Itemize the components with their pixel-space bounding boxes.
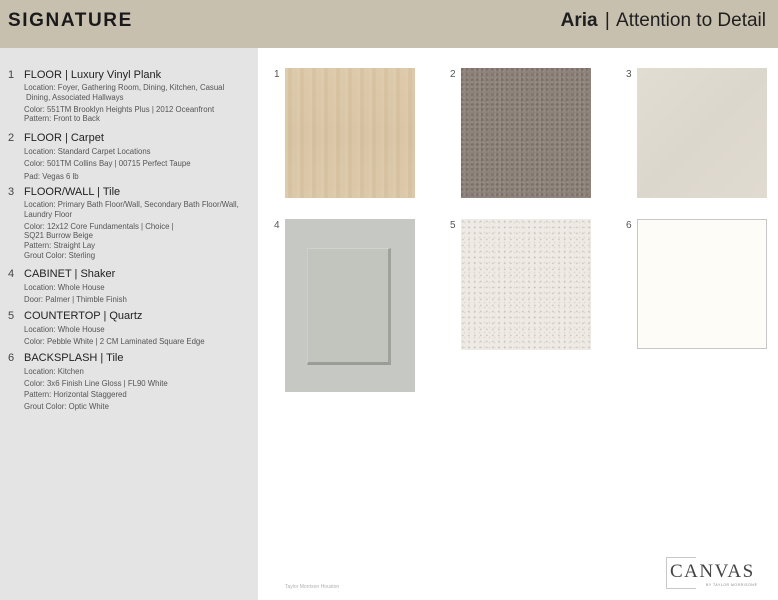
logo-subtitle: BY TAYLOR MORRISON®: [706, 583, 758, 587]
item-number: 6: [8, 352, 15, 364]
header-band: [0, 0, 778, 48]
detail-line: Location: Whole House: [24, 325, 105, 334]
swatch-number: 1: [274, 69, 280, 80]
detail-line: Door: Palmer | Thimble Finish: [24, 294, 127, 304]
swatch-floor-wall-tile: [637, 68, 767, 198]
swatch-number: 6: [626, 220, 632, 231]
swatch-number: 5: [450, 220, 456, 231]
item-title: COUNTERTOP | Quartz: [24, 310, 143, 322]
item-number: 3: [8, 186, 15, 198]
detail-line: Grout Color: Optic White: [24, 401, 109, 411]
item-number: 2: [8, 132, 15, 144]
detail-line: Color: 3x6 Finish Line Gloss | FL90 White: [24, 378, 168, 388]
item-title: BACKSPLASH | Tile: [24, 352, 124, 364]
detail-line: Pad: Vegas 6 lb: [24, 171, 79, 181]
item-number: 1: [8, 69, 15, 81]
detail-line: Location: Whole House: [24, 283, 105, 292]
item-title: FLOOR | Luxury Vinyl Plank: [24, 69, 162, 81]
logo-wordmark: CANVAS: [670, 561, 755, 582]
item-number: 5: [8, 310, 15, 322]
title-separator: |: [604, 10, 610, 31]
item-details: [24, 366, 254, 412]
plan-subtitle: Attention to Detail: [616, 10, 766, 31]
footer-note: Taylor Morrison Houston: [285, 584, 340, 590]
detail-line: Color: Pebble White | 2 CM Laminated Square Edge: [24, 336, 205, 346]
cabinet-raised-panel: [307, 248, 391, 365]
item-number: 4: [8, 268, 15, 280]
swatch-luxury-vinyl-plank: [285, 68, 415, 198]
detail-line: Color: 12x12 Core Fundamentals | Choice |: [24, 221, 174, 231]
detail-line: Pattern: Front to Back: [24, 114, 100, 124]
detail-line: Location: Standard Carpet Locations: [24, 147, 151, 156]
swatch-number: 2: [450, 69, 456, 80]
item-details: [24, 200, 254, 261]
brand-title: SIGNATURE: [8, 10, 133, 31]
detail-line: SQ21 Burrow Beige: [24, 231, 93, 241]
plan-name: Aria: [560, 10, 598, 31]
detail-line: Laundry Floor: [24, 209, 73, 219]
selections-sidebar: [0, 48, 258, 600]
swatch-number: 4: [274, 220, 280, 231]
swatch-number: 3: [626, 69, 632, 80]
swatch-cabinet-door: [285, 219, 415, 392]
item-details: [24, 146, 254, 183]
item-title: FLOOR | Carpet: [24, 132, 104, 144]
detail-line: Dining, Associated Hallways: [26, 92, 124, 102]
swatch-carpet: [461, 68, 591, 198]
detail-line: Pattern: Straight Lay: [24, 241, 96, 251]
detail-line: Location: Kitchen: [24, 367, 84, 376]
plan-title: [561, 10, 766, 32]
canvas-logo: [666, 557, 770, 591]
detail-line: Color: 551TM Brooklyn Heights Plus | 2012 Oceanfront: [24, 104, 215, 114]
item-details: [24, 282, 254, 305]
item-title: FLOOR/WALL | Tile: [24, 186, 121, 198]
item-title: CABINET | Shaker: [24, 268, 116, 280]
detail-line: Location: Primary Bath Floor/Wall, Secondary Bath Floor/Wall,: [24, 200, 239, 209]
detail-line: Color: 501TM Collins Bay | 00715 Perfect Taupe: [24, 159, 191, 169]
detail-line: Grout Color: Sterling: [24, 250, 96, 260]
detail-line: Location: Foyer, Gathering Room, Dining, Kitchen, Casual: [24, 83, 225, 92]
swatch-quartz-countertop: [461, 219, 591, 350]
swatch-backsplash-tile: [637, 219, 767, 349]
detail-line: Pattern: Horizontal Staggered: [24, 390, 127, 399]
item-details: [24, 83, 254, 124]
item-details: [24, 324, 254, 347]
